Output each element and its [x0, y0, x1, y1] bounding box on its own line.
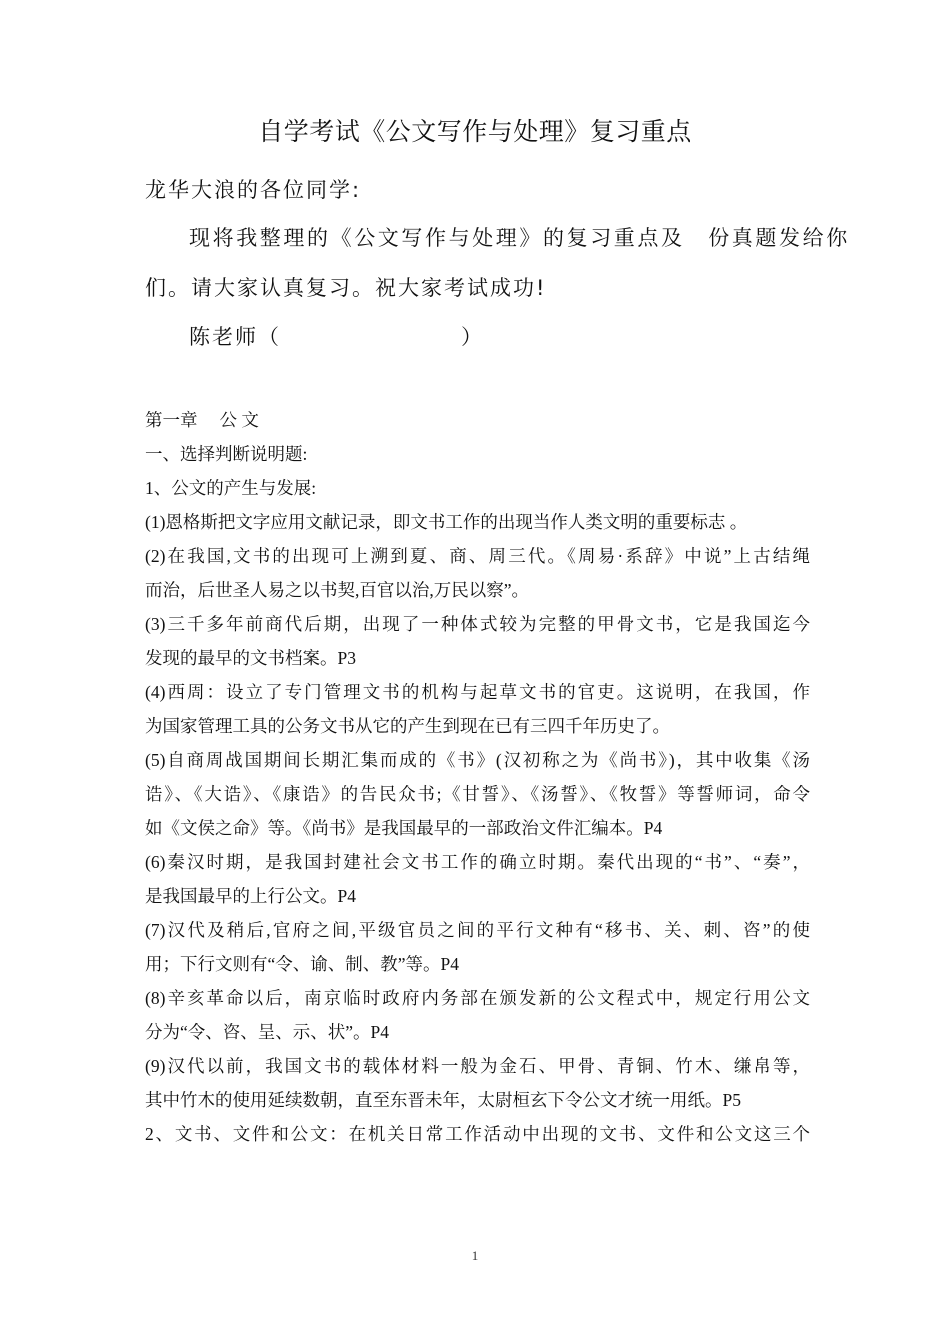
body-line: 发现的最早的文书档案。P3	[145, 648, 356, 668]
message-line-2: 们。请大家认真复习。祝大家考试成功!	[145, 276, 547, 300]
item-heading: 1、公文的产生与发展:	[145, 478, 317, 498]
body-line: 其中竹木的使用延续数朝，直至东晋未年，太尉桓玄下令公文才统一用纸。P5	[145, 1090, 741, 1110]
body-line: (2)在我国,文书的出现可上溯到夏、商、周三代。《周易·系辞》中说”上古结绳	[145, 546, 810, 566]
body-line: 而治，后世圣人易之以书契,百官以治,万民以察”。	[145, 580, 530, 600]
document-title: 自学考试《公文写作与处理》复习重点	[258, 117, 692, 146]
body-line: (8)辛亥革命以后，南京临时政府内务部在颁发新的公文程式中，规定行用公文	[145, 988, 810, 1008]
body-line: (7)汉代及稍后,官府之间,平级官员之间的平行文种有“移书、关、刺、咨”的使	[145, 920, 810, 940]
signature	[189, 321, 854, 351]
body-line: (4)西周：设立了专门管理文书的机构与起草文书的官吏。这说明，在我国，作	[145, 682, 810, 702]
body-line: 用；下行文则有“令、谕、制、教”等。P4	[145, 954, 460, 974]
chapter-title: 公 文	[219, 410, 259, 430]
body-line: (3)三千多年前商代后期，出现了一种体式较为完整的甲骨文书，它是我国迄今	[145, 614, 810, 634]
body-line: 为国家管理工具的公务文书从它的产生到现在已有三四千年历史了。	[145, 716, 670, 736]
body-line: 诰》、《大诰》、《康诰》的告民众书;《甘誓》、《汤誓》、《牧誓》等誓师词，命令	[145, 784, 810, 804]
body-line: (6)秦汉时期，是我国封建社会文书工作的确立时期。秦代出现的“书”、“奏”，	[145, 852, 810, 872]
signature-close: ）	[461, 325, 484, 349]
greeting: 龙华大浪的各位同学:	[145, 178, 362, 202]
body-line: (9)汉代以前，我国文书的载体材料一般为金石、甲骨、青铜、竹木、缣帛等，	[145, 1056, 810, 1076]
body-line: 是我国最早的上行公文。P4	[145, 886, 356, 906]
body-line: 如《文侯之命》等。《尚书》是我国最早的一部政治文件汇编本。P4	[145, 818, 663, 838]
page-number: 1	[471, 1248, 479, 1263]
body-line: (5)自商周战国期间长期汇集而成的《书》(汉初称之为《尚书》)，其中收集《汤	[145, 750, 810, 770]
document-body	[145, 403, 810, 1151]
section-heading: 一、选择判断说明题:	[145, 444, 308, 464]
chapter-label: 第一章	[145, 410, 198, 430]
body-line: (1)恩格斯把文字应用文献记录，即文书工作的出现当作人类文明的重要标志 。	[145, 512, 748, 532]
message-line-1: 现将我整理的《公文写作与处理》的复习重点及 份真题发给你	[189, 226, 850, 250]
body-line: 2、文书、文件和公文：在机关日常工作活动中出现的文书、文件和公文这三个	[145, 1124, 810, 1144]
body-line: 分为“令、咨、呈、示、状”。P4	[145, 1022, 390, 1042]
signature-name: 陈老师（	[189, 325, 281, 349]
chapter-heading	[145, 403, 810, 437]
